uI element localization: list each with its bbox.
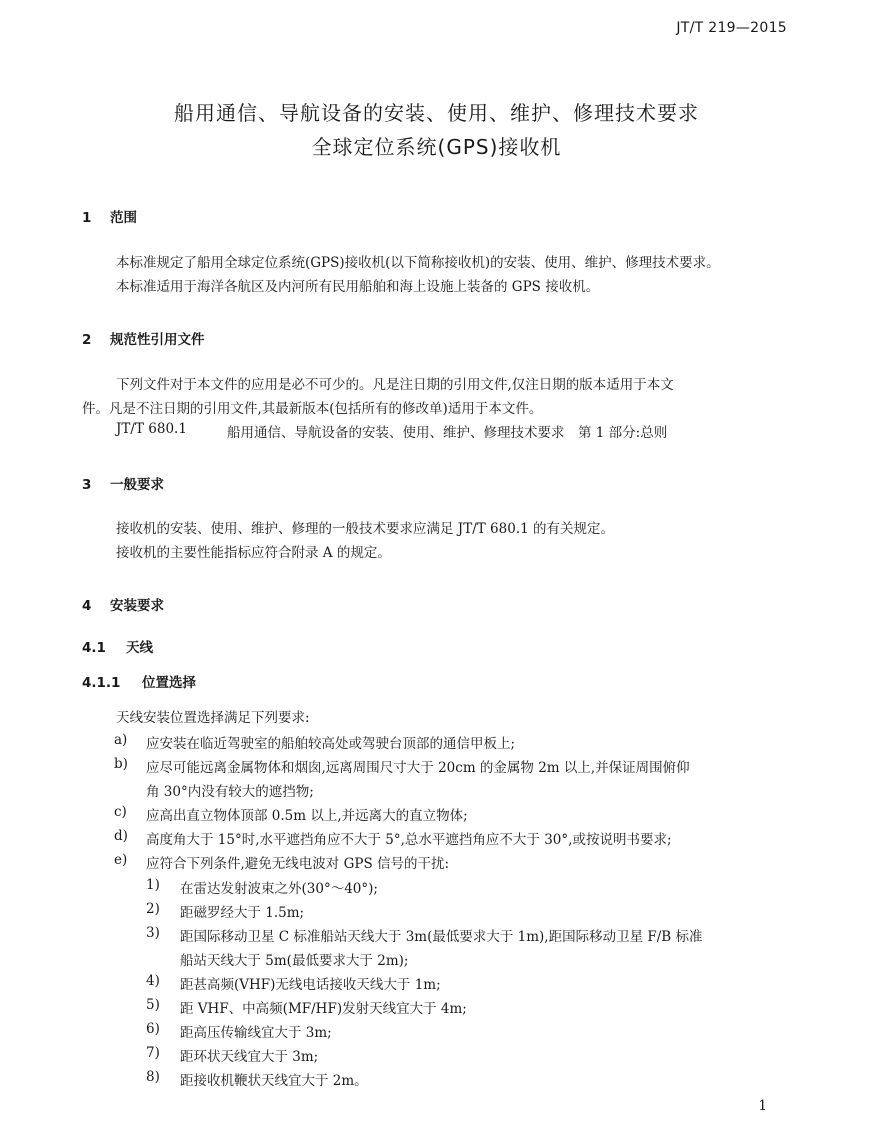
sublist-item-label: 3) (146, 925, 160, 941)
list-item-text: 应尽可能远离金属物体和烟囱,远离周围尺寸大于 20cm 的金属物 2m 以上,并保证周围俯仰 (146, 760, 690, 776)
list-item-label: b) (114, 756, 128, 772)
section-title: 规范性引用文件 (110, 332, 205, 348)
section-title: 安装要求 (110, 598, 164, 614)
list-item-text: 高度角大于 15°时,水平遮挡角应不大于 5°,总水平遮挡角应不大于 30°,或按说明书要求; (146, 832, 672, 848)
section-title: 天线 (126, 640, 153, 656)
list-item-label: d) (114, 828, 128, 844)
sublist-item-text: 距甚高频(VHF)无线电话接收天线大于 1m; (180, 977, 441, 993)
list-item-label: c) (114, 804, 127, 820)
list-item-text: 应安装在临近驾驶室的船舶较高处或驾驶台顶部的通信甲板上; (146, 736, 516, 752)
list-item-text: 应符合下列条件,避免无线电波对 GPS 信号的干扰: (146, 856, 450, 872)
sublist-item-text: 在雷达发射波束之外(30°～40°); (180, 881, 378, 897)
paragraph: 下列文件对于本文件的应用是必不可少的。凡是注日期的引用文件,仅注日期的版本适用于本文 (116, 377, 674, 393)
sublist-item-text: 距 VHF、中高频(MF/HF)发射天线宜大于 4m; (180, 1001, 467, 1017)
list-item-label: a) (114, 732, 128, 748)
page-number: 1 (758, 1098, 767, 1114)
sublist-item-label: 8) (146, 1069, 160, 1085)
sublist-item-text: 距接收机鞭状天线宜大于 2m。 (180, 1073, 368, 1089)
document-title-line-1: 船用通信、导航设备的安装、使用、维护、修理技术要求 (174, 101, 699, 125)
reference-title: 船用通信、导航设备的安装、使用、维护、修理技术要求 第 1 部分:总则 (227, 425, 668, 441)
sublist-item-text: 距环状天线宜大于 3m; (180, 1049, 319, 1065)
sublist-item-label: 4) (146, 973, 160, 989)
section-number: 2 (82, 332, 92, 348)
sublist-item-text-continuation: 船站天线大于 5m(最低要求大于 2m); (180, 953, 409, 969)
document-title-line-2: 全球定位系统(GPS)接收机 (311, 135, 562, 159)
section-title: 位置选择 (142, 675, 196, 691)
section-number: 1 (82, 210, 92, 226)
list-item-text-continuation: 角 30°内没有较大的遮挡物; (146, 784, 314, 800)
sublist-item-label: 2) (146, 901, 160, 917)
list-item-text: 应高出直立物体顶部 0.5m 以上,并远离大的直立物体; (146, 808, 468, 824)
section-number: 4 (82, 598, 92, 614)
sublist-item-text: 距高压传输线宜大于 3m; (180, 1025, 332, 1041)
paragraph: 本标准规定了船用全球定位系统(GPS)接收机(以下简称接收机)的安装、使用、维护、修理技术要求。 (116, 255, 720, 271)
section-number: 4.1.1 (82, 675, 121, 691)
paragraph-continuation: 件。凡是不注日期的引用文件,其最新版本(包括所有的修改单)适用于本文件。 (82, 401, 543, 417)
section-2-heading (82, 328, 205, 348)
sublist-item-label: 6) (146, 1021, 160, 1037)
sublist-item-text: 距磁罗经大于 1.5m; (180, 905, 305, 921)
sublist-item-label: 7) (146, 1045, 160, 1061)
standard-code: JT/T 219—2015 (676, 20, 787, 36)
section-number: 3 (82, 477, 92, 493)
sublist-item-text: 距国际移动卫星 C 标准船站天线大于 3m(最低要求大于 1m),距国际移动卫星 F/B 标准 (180, 929, 703, 945)
paragraph: 本标准适用于海洋各航区及内河所有民用船舶和海上设施上装备的 GPS 接收机。 (116, 279, 600, 295)
paragraph: 接收机的主要性能指标应符合附录 A 的规定。 (116, 545, 391, 561)
section-title: 范围 (110, 210, 137, 226)
sublist-item-label: 5) (146, 997, 160, 1013)
section-4-1-1-heading (82, 671, 196, 691)
paragraph: 天线安装位置选择满足下列要求: (116, 710, 310, 726)
section-1-heading (82, 206, 137, 226)
list-item-label: e) (114, 852, 128, 868)
reference-code: JT/T 680.1 (116, 421, 187, 437)
section-number: 4.1 (82, 640, 106, 656)
section-4-heading (82, 594, 164, 614)
section-title: 一般要求 (110, 477, 164, 493)
section-3-heading (82, 473, 164, 493)
section-4-1-heading (82, 636, 153, 656)
paragraph: 接收机的安装、使用、维护、修理的一般技术要求应满足 JT/T 680.1 的有关规定。 (116, 521, 614, 537)
sublist-item-label: 1) (146, 877, 160, 893)
